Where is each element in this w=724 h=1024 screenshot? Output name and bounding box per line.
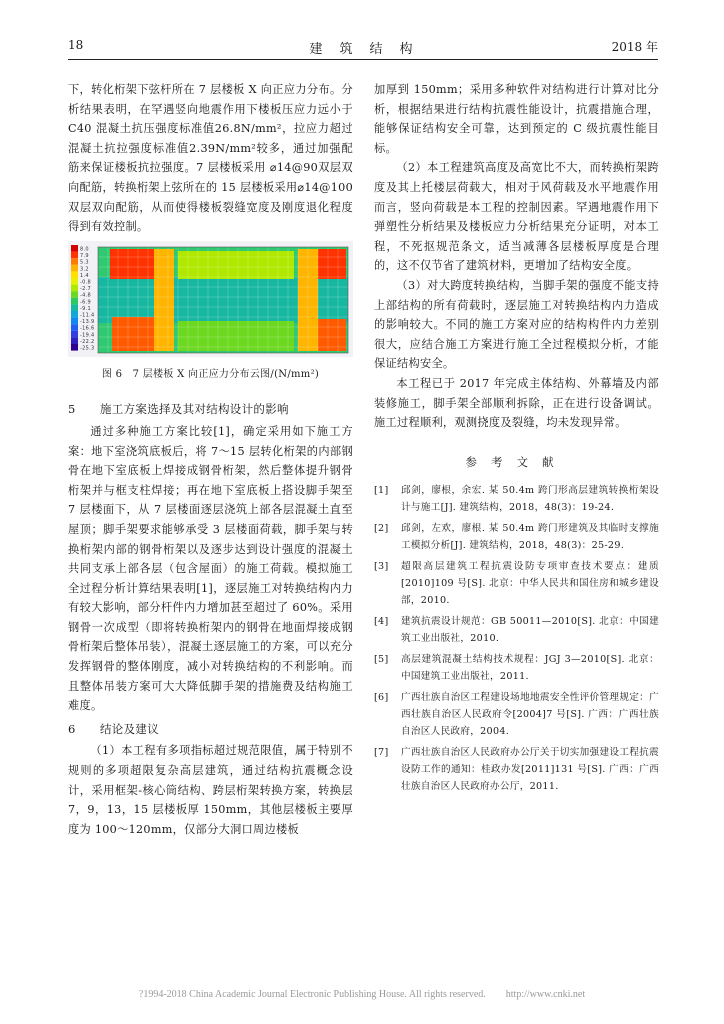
- reference-item: [374, 482, 659, 516]
- legend-swatch: [71, 251, 78, 258]
- right-para-4: 本工程已于 2017 年完成主体结构、外幕墙及内部装修施工，脚手架全部顺利拆除，正在进行设备调试。施工过程顺利，观测挠度及裂缝，均未发现异常。: [374, 376, 659, 430]
- stress-contour-figure: [68, 241, 353, 357]
- section-5-heading: [68, 400, 353, 420]
- reference-number: [7]: [374, 747, 389, 759]
- right-para-1: 加厚到 150mm；采用多种软件对结构进行计算对比分析，根据结果进行结构抗震性能设计，抗震措施合理，能够保证结构安全可靠，达到预定的 C 级抗震性能目标。: [374, 83, 659, 155]
- legend-value: 7.9: [80, 252, 89, 259]
- legend-swatch: [71, 324, 78, 331]
- reference-text: 邱剑，廖根，余宏. 某 50.4m 跨门形高层建筑转换桁架设计与施工[J]. 建筑结构，2018，48(3)：19-24.: [401, 485, 659, 514]
- left-column: [68, 80, 353, 839]
- reference-text: 广西壮族自治区工程建设场地地震安全性评价管理规定：广西壮族自治区人民政府令[2004]7 号[S]. 广西：广西壮族自治区人民政府，2004.: [401, 692, 659, 738]
- legend-value: -25.3: [80, 345, 95, 352]
- reference-text: 高层建筑混凝土结构技术规程：JGJ 3—2010[S]. 北京：中国建筑工业出版社，2011.: [401, 654, 659, 683]
- legend-swatch: [71, 304, 78, 311]
- legend-value: -16.6: [80, 325, 95, 332]
- legend-swatch: [71, 298, 78, 305]
- contour-plot: [68, 241, 353, 357]
- legend-value: -4.8: [80, 292, 91, 299]
- reference-text: 广西壮族自治区人民政府办公厅关于切实加强建设工程抗震设防工作的通知：桂政办发[2011]131 号[S]. 广西：广西壮族自治区人民政府办公厅，2011.: [401, 747, 659, 793]
- legend-swatch: [71, 271, 78, 278]
- legend-value: -13.9: [80, 318, 95, 325]
- right-column: [374, 80, 659, 799]
- section-6-heading: [68, 720, 353, 740]
- left-para-3: （1）本工程有多项指标超过规范限值，属于特别不规则的多项超限复杂高层建筑，通过结构抗震概念设计，采用框架-核心筒结构、跨层桁架转换方案，转换层 7，9，13，15 层楼板厚 150mm，其他层楼板主要厚度为 100～120mm，仅部分大洞口周边楼板: [68, 744, 353, 836]
- section-6-title: 结论及建议: [100, 721, 159, 736]
- reference-text: 超限高层建筑工程抗震设防专项审查技术要点：建质[2010]109 号[S]. 北京：中华人民共和国住房和城乡建设部，2010.: [401, 561, 659, 607]
- mid-zone-top: [178, 251, 294, 279]
- reference-item: [374, 651, 659, 685]
- reference-number: [4]: [374, 616, 389, 628]
- hot-zone-left-top: [110, 249, 154, 279]
- reference-list: [374, 482, 659, 795]
- reference-number: [2]: [374, 523, 389, 535]
- references-heading: 参考文献: [465, 454, 568, 469]
- reference-text: 邱剑，左欢，廖根. 某 50.4m 跨门形建筑及其临时支撑施工模拟分析[J]. 建筑结构，2018，48(3)：25-29.: [401, 523, 659, 552]
- left-para-1: 下，转化桁架下弦杆所在 7 层楼板 X 向正应力分布。分析结果表明，在罕遇竖向地震作用下楼板压应力远小于 C40 混凝土抗压强度标准值26.8N/mm²，拉应力超过混凝土抗拉强度标准值2.39N/mm²较多，通过加强配筋来保证楼板抗拉强度。7 层楼板采用 ⌀14@90双层双向配筋，转换桁架上弦所在的 15 层楼板采用⌀14@100 双层双向配筋，从而使得楼板裂缝宽度及刚度退化程度得到有效控制。: [68, 83, 353, 234]
- legend-swatch: [71, 344, 78, 351]
- copyright-footer: ?1994-2018 China Academic Journal Electronic Publishing House. All rights reserved. http://www.cnki.net: [138, 989, 586, 1000]
- legend-swatch: [71, 317, 78, 324]
- reference-item: [374, 613, 659, 647]
- figure-caption: 图 6 7 层楼板 X 向正应力分布云图/(N/mm²): [101, 368, 320, 380]
- reference-item: [374, 558, 659, 609]
- hot-zone-left-bottom: [112, 317, 154, 351]
- legend-value: -22.2: [80, 338, 95, 345]
- reference-item: [374, 520, 659, 554]
- legend-swatch: [71, 331, 78, 338]
- issue-year: 2018 年: [611, 40, 658, 54]
- legend-value: -6.9: [80, 299, 91, 306]
- reference-number: [6]: [374, 692, 389, 704]
- legend-swatch: [71, 311, 78, 318]
- reference-number: [5]: [374, 654, 389, 666]
- legend-swatch: [71, 265, 78, 272]
- legend-swatch: [71, 337, 78, 344]
- reference-item: [374, 744, 659, 795]
- legend-value: -11.4: [80, 312, 95, 319]
- reference-number: [1]: [374, 485, 389, 497]
- section-5-title: 施工方案选择及其对结构设计的影响: [100, 402, 289, 417]
- legend-swatch: [71, 284, 78, 291]
- legend-value: 8.0: [80, 246, 89, 253]
- legend-swatch: [71, 245, 78, 252]
- legend-value: -2.7: [80, 285, 91, 292]
- journal-title: 建 筑 结 构: [309, 42, 415, 57]
- page-number: 18: [68, 38, 84, 52]
- legend-value: 3.2: [80, 266, 89, 273]
- legend-value: -19.4: [80, 332, 95, 339]
- legend-swatch: [71, 278, 78, 285]
- legend-value: -0.8: [80, 279, 91, 286]
- legend-swatch: [71, 258, 78, 265]
- legend-value: 1.4: [80, 272, 89, 279]
- right-para-2: （2）本工程建筑高度及高宽比不大，而转换桁架跨度及其上托楼层荷载大，相对于风荷载及水平地震作用而言，竖向荷载是本工程的控制因素。罕遇地震作用下弹塑性分析结果及楼板应力分析结果充分证明，对本工程，不死抠规范条文，适当减薄各层楼板厚度是合理的，这不仅节省了建筑材料，更增加了结构安全度。: [374, 161, 659, 273]
- section-6-number: 6: [68, 721, 76, 736]
- warm-strip-left: [154, 249, 174, 351]
- hot-zone-right-top: [318, 249, 346, 279]
- mid-zone-bottom: [178, 321, 294, 351]
- legend-value: 5.3: [80, 259, 89, 266]
- header-rule: [68, 59, 658, 60]
- legend-value: -9.1: [80, 305, 91, 312]
- hot-zone-right-bottom: [318, 319, 346, 351]
- right-para-3: （3）对大跨度转换结构，当脚手架的强度不能支持上部结构的所有荷载时，逐层施工对转换结构内力造成的影响较大。不同的施工方案对应的结构构件内力差别很大，应结合施工方案进行施工全过程模拟分析，才能保证结构安全。: [374, 278, 659, 371]
- section-5-number: 5: [68, 402, 76, 417]
- reference-number: [3]: [374, 561, 389, 573]
- reference-item: [374, 689, 659, 740]
- legend-swatch: [71, 291, 78, 298]
- reference-text: 建筑抗震设计规范：GB 50011—2010[S]. 北京：中国建筑工业出版社，2010.: [401, 616, 659, 645]
- left-para-2: 通过多种施工方案比较[1]，确定采用如下施工方案：地下室浇筑底板后，将 7～15 层转化桁架的内部钢骨在地下室底板上焊接成钢骨桁架，然后整体提升钢骨桁架并与框支柱焊接；再在地下室底板上搭设脚手架至 7 层楼面下，从 7 层楼面逐层浇筑上部各层混凝土直至屋顶；脚手架要求能够承受 3 层楼面荷载，脚手架与转换桁架内部的钢骨桁架以及逐步达到设计强度的混凝土共同支承上部各层（包含屋面）的施工荷载。模拟施工全过程分析计算结果表明[1]，逐层施工对转换结构内力有较大影响，部分杆件内力增加甚至超过了 60%。采用钢骨一次成型（即将转换桁架内的钢骨在地面焊接成钢骨桁架后整体吊装），混凝土逐层施工的方案，可以充分发挥钢骨的整体刚度，减小对转换结构的不利影响。而且整体吊装方案可大大降低脚手架的措施费及结构施工难度。: [68, 424, 353, 713]
